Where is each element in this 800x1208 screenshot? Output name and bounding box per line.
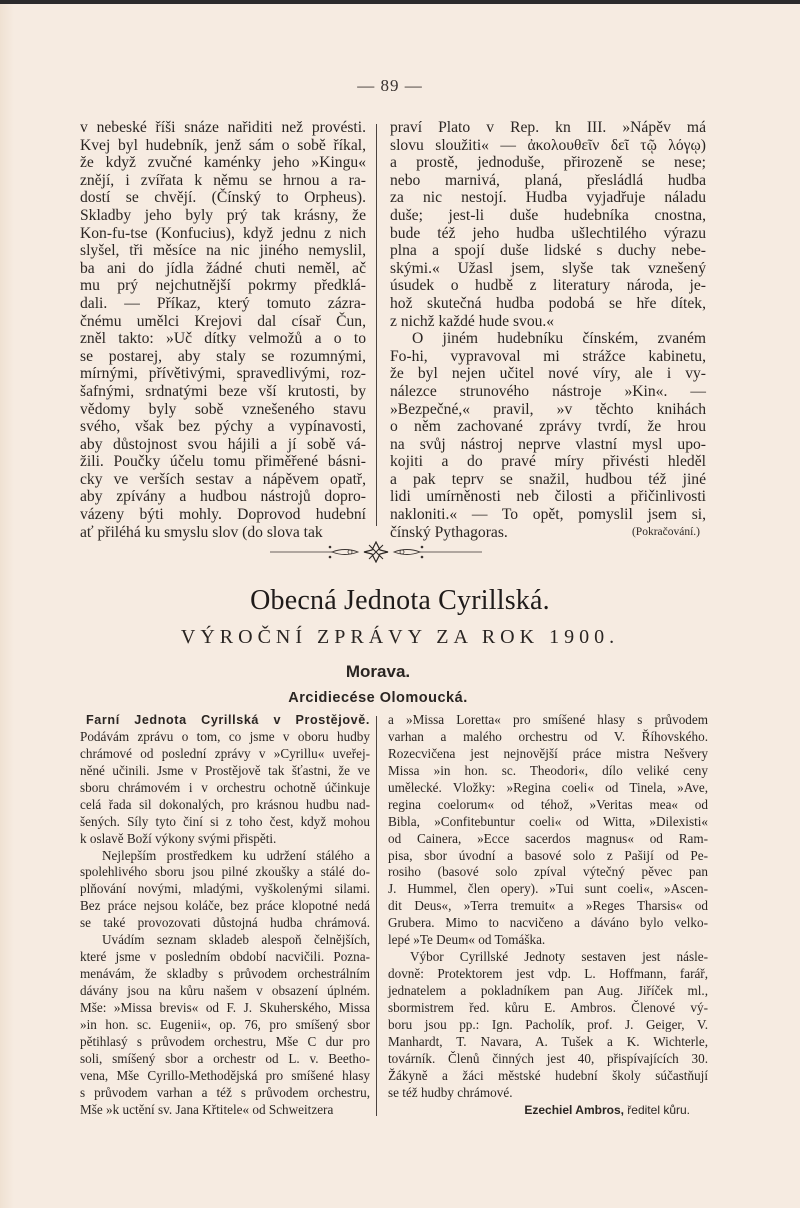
text-line: se postarej, aby staly se rozumnými, xyxy=(80,347,366,365)
text-line: dit Deus«, »Terra tremuit« a »Reges Tharsis« od xyxy=(388,898,708,914)
text-line: Podávám zprávu o tom, co jsme v oboru hudby xyxy=(80,728,370,744)
upper-left-column xyxy=(80,119,366,541)
text-line: praví Plato v Rep. kn III. »Nápěv má xyxy=(390,119,706,136)
text-line: z nichž každé hude svou.« xyxy=(390,312,555,330)
signature-name: Ezechiel Ambros, xyxy=(524,1102,624,1117)
text-line: šených. Síly tyto činí si z toho čest, když mohou xyxy=(80,813,370,829)
upper-right-column xyxy=(390,119,706,541)
text-line: mírnými, přívětivými, spravedlivými, roz- xyxy=(80,365,366,383)
text-line: Nejlepším prostředkem ku udržení stálého a xyxy=(102,847,370,863)
text-line: v nebeské říši snáze nařiditi než provésti. xyxy=(80,119,366,136)
page-number: — 89 — xyxy=(357,76,423,95)
text-line: zněl takto: »Uč dítky velmožů a o to xyxy=(80,330,366,348)
text-line: spolehlivého sboru jsou pilné zkoušky a stálé do- xyxy=(80,864,370,880)
text-line: které jsme v posledním období nacvičili. Pozna- xyxy=(80,949,370,965)
text-line: duše; jest-li duše hudebníka cnostna, xyxy=(390,206,706,224)
text-line: čnému umělci Krejovi dal císař Čun, xyxy=(80,312,366,330)
text-line: úsudek o hudbě z literatury národa, je- xyxy=(390,277,706,295)
text-line: slovu sloužiti« — ἀκολουθεῖν δεῖ τῷ λόγῳ) xyxy=(390,136,706,154)
text-line: »in hon. sc. Eugenii«, op. 76, pro smíšený sbor xyxy=(80,1016,370,1032)
text-line: celá řada sil dokonalých, pro krásnou hudbu nad- xyxy=(80,796,370,812)
text-line: od Cainera, »Ecce sacerdos magnus« od Ram- xyxy=(388,830,708,846)
report-subtitle: VÝROČNÍ ZPRÁVY ZA ROK 1900. xyxy=(180,626,620,648)
text-line: znějí, i zvířata k němu se hrnou a ra- xyxy=(80,171,366,189)
text-line: Fo-hi, vypravoval mi strážce kabinetu, xyxy=(390,347,706,365)
text-line: kojiti a do pravé míry přivésti hleděl xyxy=(390,453,706,471)
text-line: továrník. Členů činných jest 40, přispívajících 30. xyxy=(388,1050,708,1066)
text-line: varhan a malého orchestru od V. Říhovského. xyxy=(388,728,708,744)
text-line: Kvej byl hudebník, jenž sám o sobě říkal, xyxy=(80,136,366,154)
text-line: Mše »k uctění sv. Jana Křtitele« od Schweitzera xyxy=(80,1101,334,1117)
continued-note: (Pokračování.) xyxy=(631,525,700,538)
text-line: soli, smíšený sbor a orchestr od L. v. Beetho- xyxy=(80,1050,370,1066)
text-line: Rozecvičena jest nejnovější práce mistra Nešvery xyxy=(388,745,708,761)
text-line: skými.« Užasl jsem, slyše tak vznešený xyxy=(390,259,706,277)
report-title: Obecná Jednota Cyrillská. xyxy=(250,585,550,616)
text-line: o něm zachované zprávy tvrdí, že hrou xyxy=(390,418,706,436)
text-line: ať přiléhá ku smyslu slov (do slova tak xyxy=(80,523,323,541)
text-line: že byl nejen učitel nové víry, ale i vy- xyxy=(390,365,706,383)
text-line: Missa »in hon. sc. Theodori«, dílo veliké ceny xyxy=(388,762,708,778)
text-line: cky ve verších sestav a nápěvem opatř, xyxy=(80,470,366,488)
text-line: nakloniti.« — To opět, pomyslil jsem si, xyxy=(390,506,706,524)
text-line: šafnými, srdnatými beze vší krutosti, by xyxy=(80,382,366,400)
text-line: Kon-fu-tse (Konfucius), když jednu z nich xyxy=(80,224,366,242)
text-line: aby důstojnost svou hájili a jí sobě vá- xyxy=(80,435,366,453)
text-line: boru jsou pp.: Ign. Pacholík, prof. J. Geiger, V. xyxy=(388,1016,708,1032)
text-line: pětihlasý s průvodem orchestru, Mše C dur pro xyxy=(80,1033,370,1049)
text-line: Žákyně a žáci městské hudební školy súčastňují xyxy=(388,1067,708,1083)
text-line: Mše: »Missa brevis« od F. J. Skuherského, Missa xyxy=(80,999,370,1015)
text-line: Bez práce nejsou koláče, bez práce klopotné nedá xyxy=(80,898,370,914)
text-line: pisa, sbor úvodní a basové solo z Pašijí od Pe- xyxy=(388,847,708,863)
text-line: s průvodem varhan a též s průvodem orchestru, xyxy=(80,1084,370,1100)
text-line: se též hudby chrámové. xyxy=(388,1084,513,1100)
ornament-divider-icon xyxy=(270,541,482,563)
region-heading: Morava. xyxy=(345,662,411,681)
text-line: sbormistrem řed. kůru E. Ambros. Členové vý- xyxy=(388,999,708,1015)
text-line: rosiho (basové solo zpíval výtečný pěvec pan xyxy=(388,864,708,880)
text-line: a »Missa Loretta« pro smíšené hlasy s průvodem xyxy=(388,712,708,727)
text-line: hož skutečná hudba podobá se hře dítek, xyxy=(390,294,706,312)
text-line: regina coelorum« od téhož, »Veritas mea« od xyxy=(388,796,708,812)
section-heading: Farní Jednota Cyrillská v Prostějově. xyxy=(86,713,370,727)
text-line: lepé »Te Deum« od Tomáška. xyxy=(388,932,546,948)
text-line: Bibla, »Confitebuntur coeli« od Witta, »Dilexisti« xyxy=(388,813,708,829)
text-line: Skladby jeho byly prý tak krásny, že xyxy=(80,206,366,224)
text-line: dostí se chvějí. (Čínský to Orpheus). xyxy=(80,189,366,207)
lower-right-column xyxy=(388,712,708,1119)
text-line: jednatelem a pokladníkem pan Aug. Jiříček ml., xyxy=(388,983,708,998)
text-line: a prostě, jednoduše, přirozeně se nese; xyxy=(390,154,706,172)
text-line: aby zpívány a hudbou nástrojů dopro- xyxy=(80,488,366,506)
text-line: mu prý nejchutnější pokrmy předklá- xyxy=(80,277,366,295)
text-line: menávám, že skladby s průvodem orchestrálním xyxy=(80,966,370,982)
text-line: bude též jeho hudba ušlechtilého výrazu xyxy=(390,224,706,242)
signature xyxy=(388,1102,708,1119)
text-line: vázeny býti mohly. Doprovod hudební xyxy=(80,506,366,524)
text-line: Grubera. Mimo to nacvičeno a dáváno bylo velko- xyxy=(388,915,708,931)
text-line: nálezce strunového nástroje »Kin«. — xyxy=(390,382,706,400)
text-line: a pak teprv se snažil, hudbou též jiné xyxy=(390,470,706,488)
text-line: sboru chrámovém i v orchestru ochotně účinkuje xyxy=(80,779,370,795)
text-line: za nic nestojí. Hudba vyjadřuje náladu xyxy=(390,189,706,207)
text-line: Manhardt, T. Navara, A. Tušek a K. Wichterle, xyxy=(388,1033,708,1049)
text-line: že když zvučné kaménky jeho »Kingu« xyxy=(80,154,366,172)
text-line: čínský Pythagoras. (Pokračování.) xyxy=(390,523,700,541)
scan-top-edge xyxy=(0,0,800,4)
diocese-heading: Arcidiecése Olomoucká. xyxy=(288,690,468,706)
column-divider-lower xyxy=(376,716,377,1116)
text-line: nebo marnivá, planá, přesládlá hudba xyxy=(390,171,706,189)
column-divider-upper xyxy=(376,124,377,526)
text-line: svého, však bez pýchy a vypínavosti, xyxy=(80,418,366,436)
text-line: slyšel, tři měsíce na nic jiného nemyslil, xyxy=(80,242,366,260)
text-line: Uvádím seznam skladeb alespoň čelnějších, xyxy=(102,932,370,948)
text-line: umělecké. Vložky: »Regina coeli« od Tinela, »Ave, xyxy=(388,779,708,795)
text-line: J. Hummel, člen opery). »Tui sunt coeli«, »Ascen- xyxy=(388,881,708,897)
text-line: vena, Mše Cyrillo-Methodějská pro smíšené hlasy xyxy=(80,1067,370,1083)
signature-role: ředitel kůru. xyxy=(627,1102,690,1117)
text-line: dali. — Příkaz, který tomuto zázra- xyxy=(80,294,366,312)
text-line: plňování novými, mladými, vyškolenými silami. xyxy=(80,881,370,897)
text-line: na svůj nástroj neprve vlastní mysl upo- xyxy=(390,435,706,453)
lower-left-column xyxy=(80,712,370,1119)
text-line: k oslavě Boží výkony svými přispěti. xyxy=(80,830,277,846)
text-line: dovně: Protektorem jest vdp. L. Hoffmann, farář, xyxy=(388,966,708,982)
text-line: dávány jsou na kůru našem v obsazení úplném. xyxy=(80,983,370,998)
text-line: »Bezpečné,« pravil, »v těchto knihách xyxy=(390,400,706,418)
text-line: lidi umírněnosti neb čilosti a přičinlivosti xyxy=(390,488,706,506)
text-line: něné učinili. Jsme v Prostějově tak šťastni, že ve xyxy=(80,762,370,778)
text-line: plna a spojí duše lidské s duchy nebe- xyxy=(390,242,706,260)
text-line: O jiném hudebníku čínském, zvaném xyxy=(412,330,706,348)
text-line: Výbor Cyrillské Jednoty sestaven jest násle- xyxy=(410,949,708,965)
text-line: se také provozovati důstojná hudba chrámová. xyxy=(80,915,370,931)
text-line: ba ani do jídla žádné chuti neměl, ač xyxy=(80,259,366,277)
text-line: chrámové od poslední zprávy v »Cyrillu« uveřej- xyxy=(80,745,370,761)
text-line: vědomy byly sobě vznešeného stavu xyxy=(80,400,366,418)
text-line: žili. Poučky účelu tomu přiměřené básni- xyxy=(80,453,366,471)
